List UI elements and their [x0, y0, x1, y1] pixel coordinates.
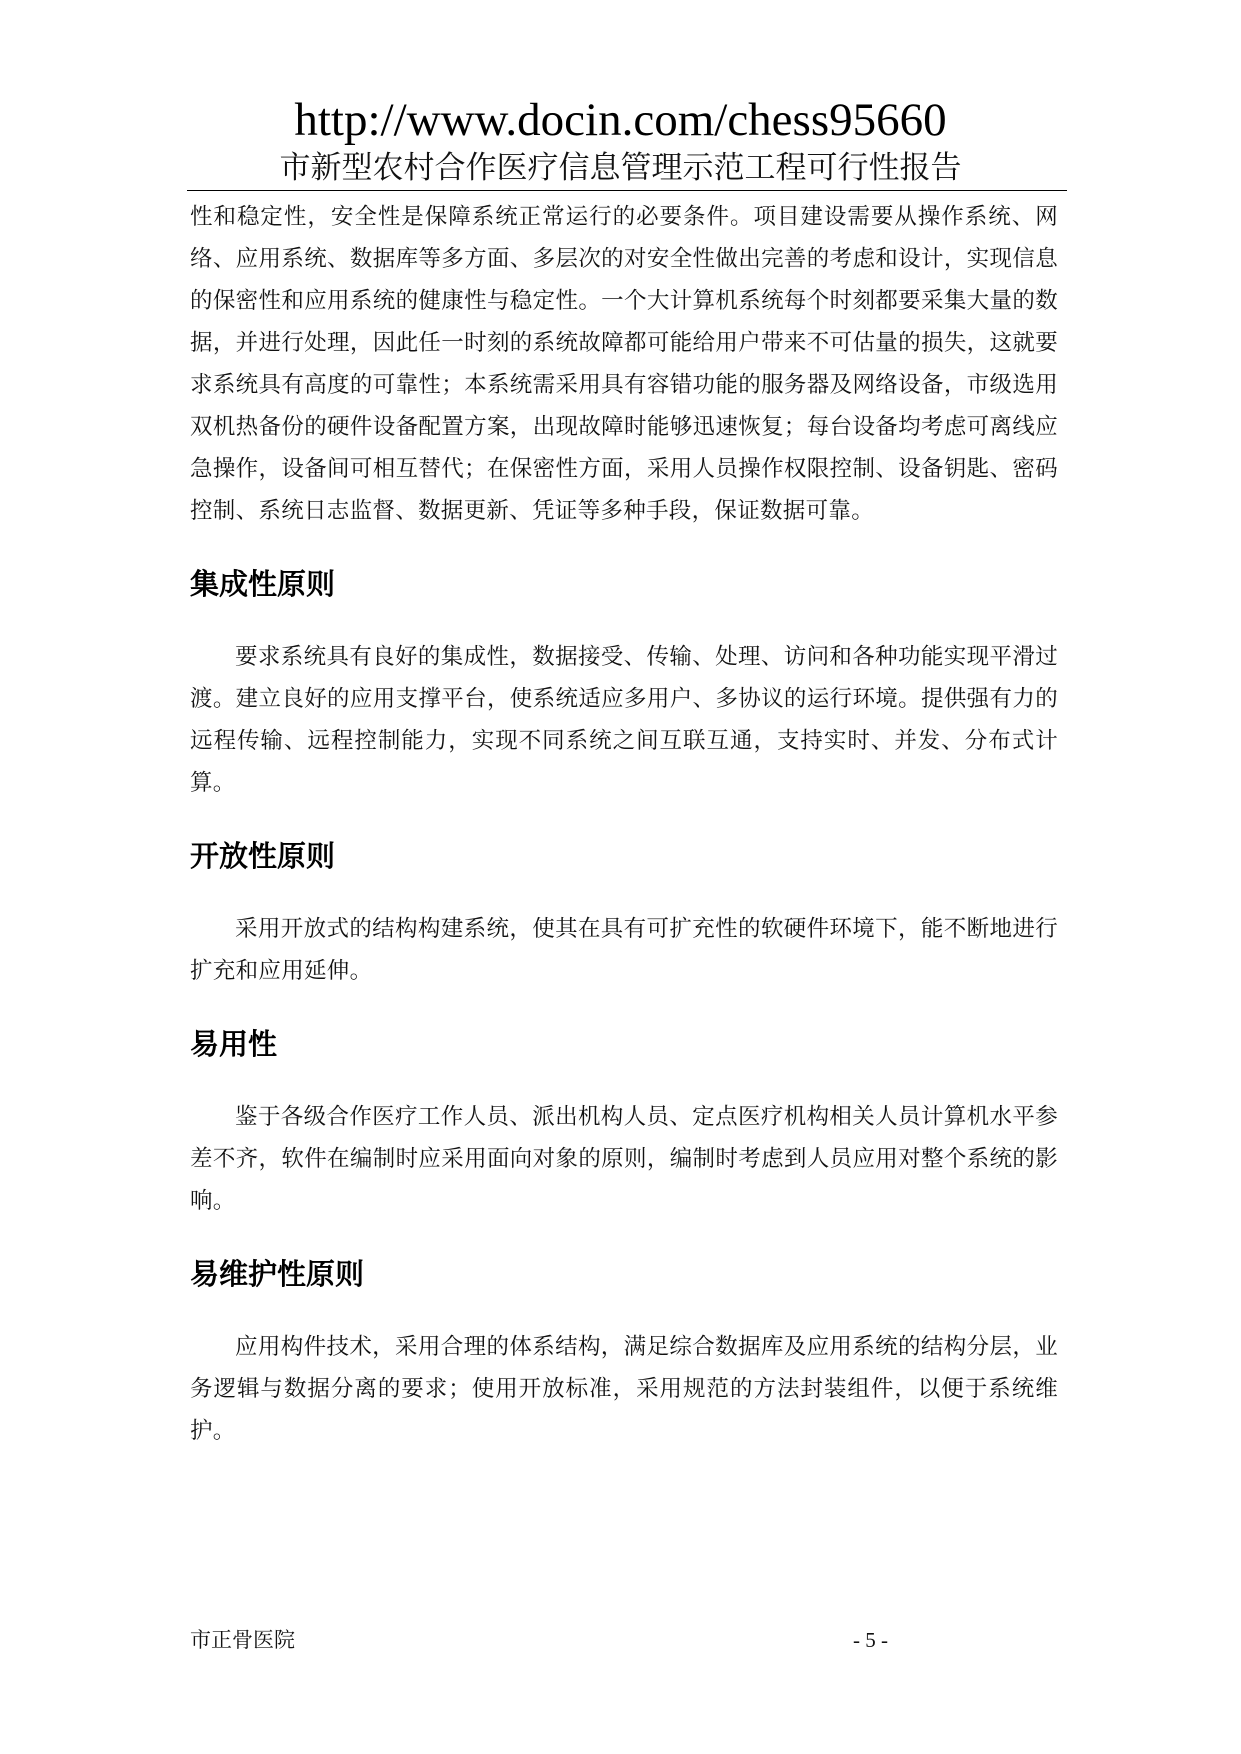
- intro-paragraph: 性和稳定性，安全性是保障系统正常运行的必要条件。项目建设需要从操作系统、网络、应用系统、数据库等多方面、多层次的对安全性做出完善的考虑和设计，实现信息的保密性和应用系统的健康性与稳定性。一个大计算机系统每个时刻都要采集大量的数据，并进行处理，因此任一时刻的系统故障都可能给用户带来不可估量的损失，这就要求系统具有高度的可靠性；本系统需采用具有容错功能的服务器及网络设备，市级选用双机热备份的硬件设备配置方案，出现故障时能够迅速恢复；每台设备均考虑可离线应急操作，设备间可相互替代；在保密性方面，采用人员操作权限控制、设备钥匙、密码控制、系统日志监督、数据更新、凭证等多种手段，保证数据可靠。: [190, 204, 1058, 524]
- section-heading-usability: 易用性: [190, 1027, 278, 1061]
- page-content: [190, 196, 1058, 1452]
- section-heading-maintainability: 易维护性原则: [190, 1257, 365, 1291]
- footer-organization: 市正骨医院: [190, 1628, 295, 1652]
- section-paragraph-usability: 鉴于各级合作医疗工作人员、派出机构人员、定点医疗机构相关人员计算机水平参差不齐，软件在编制时应采用面向对象的原则，编制时考虑到人员应用对整个系统的影响。: [190, 1104, 1058, 1214]
- footer-page-number: - 5 -: [853, 1628, 888, 1652]
- section-heading-integration: 集成性原则: [190, 567, 336, 601]
- section-heading-openness: 开放性原则: [190, 839, 336, 873]
- header-divider: [187, 190, 1067, 191]
- document-title: 市新型农村合作医疗信息管理示范工程可行性报告: [279, 150, 962, 186]
- section-paragraph-maintainability: 应用构件技术，采用合理的体系结构，满足综合数据库及应用系统的结构分层，业务逻辑与数据分离的要求；使用开放标准，采用规范的方法封装组件，以便于系统维护。: [190, 1334, 1058, 1444]
- header-url: http://www.docin.com/chess95660: [294, 94, 947, 146]
- section-paragraph-openness: 采用开放式的结构构建系统，使其在具有可扩充性的软硬件环境下，能不断地进行扩充和应用延伸。: [190, 916, 1058, 984]
- section-paragraph-integration: 要求系统具有良好的集成性，数据接受、传输、处理、访问和各种功能实现平滑过渡。建立良好的应用支撑平台，使系统适应多用户、多协议的运行环境。提供强有力的远程传输、远程控制能力，实现不同系统之间互联互通，支持实时、并发、分布式计算。: [190, 644, 1058, 796]
